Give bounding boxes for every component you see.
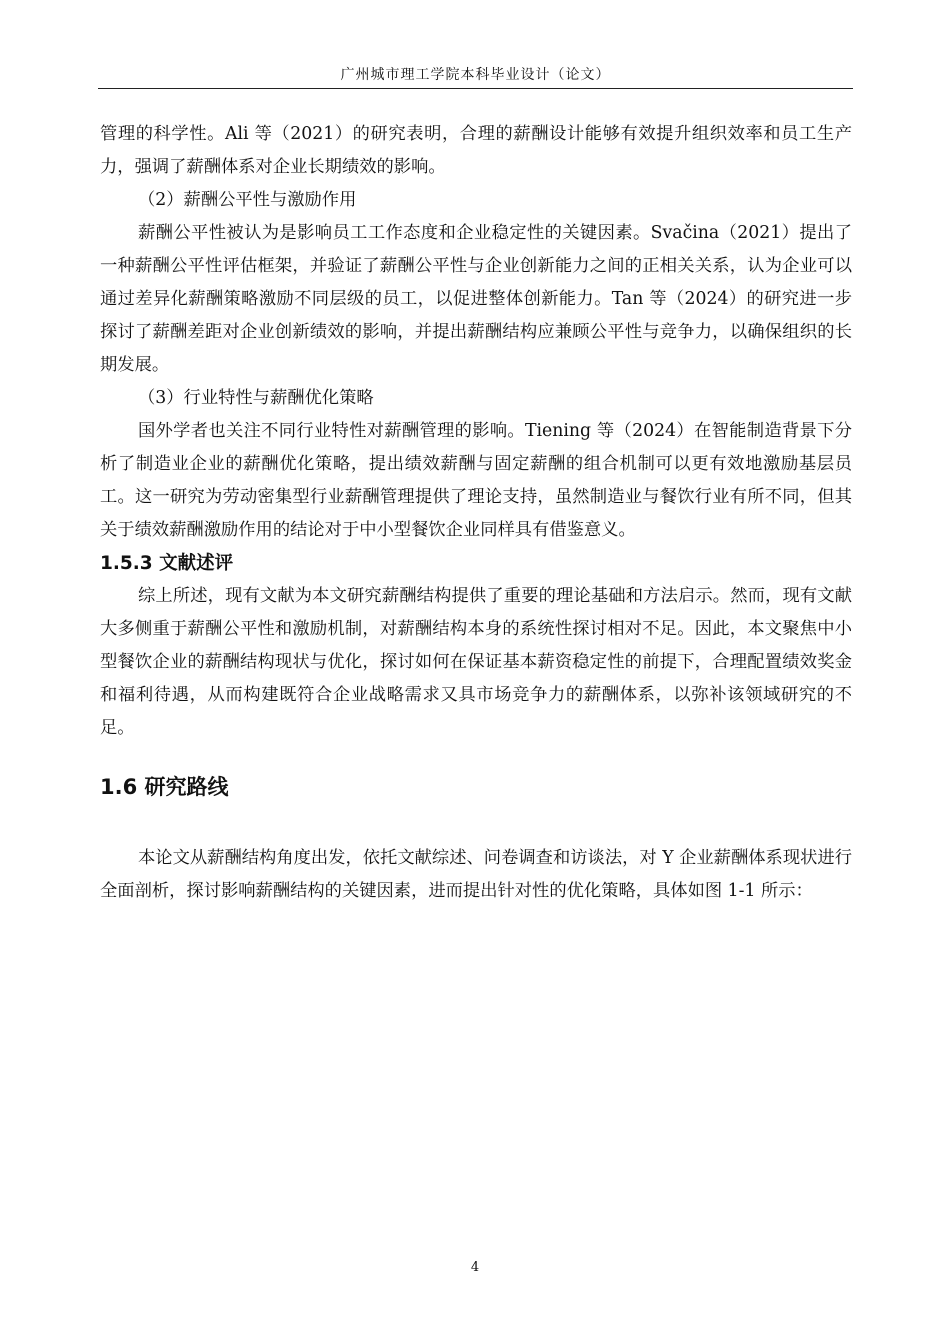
- section-heading-1-5-3: 1.5.3 文献述评: [100, 553, 234, 574]
- page-body: [100, 118, 852, 908]
- paragraph-2: 薪酬公平性被认为是影响员工工作态度和企业稳定性的关键因素。Svačina（2021）提出了一种薪酬公平性评估框架，并验证了薪酬公平性与企业创新能力之间的正相关关系，认为企业可以通过差异化薪酬策略激励不同层级的员工，以促进整体创新能力。Tan 等（2024）的研究进一步探讨了薪酬差距对企业创新绩效的影响，并提出薪酬结构应兼顾公平性与竞争力，以确保组织的长期发展。: [100, 223, 852, 375]
- paragraph-5: 本论文从薪酬结构角度出发，依托文献综述、问卷调查和访谈法，对 Y 企业薪酬体系现状进行全面剖析，探讨影响薪酬结构的关键因素，进而提出针对性的优化策略，具体如图 1-1 所示：: [100, 848, 852, 901]
- header-rule: [98, 88, 853, 89]
- section-heading-1-6: 1.6 研究路线: [100, 775, 229, 799]
- running-header: 广州城市理工学院本科毕业设计（论文）: [340, 67, 611, 83]
- paragraph-4: 综上所述，现有文献为本文研究薪酬结构提供了重要的理论基础和方法启示。然而，现有文献大多侧重于薪酬公平性和激励机制，对薪酬结构本身的系统性探讨相对不足。因此，本文聚焦中小型餐饮企业的薪酬结构现状与优化，探讨如何在保证基本薪资稳定性的前提下，合理配置绩效奖金和福利待遇，从而构建既符合企业战略需求又具市场竞争力的薪酬体系，以弥补该领域研究的不足。: [100, 586, 852, 738]
- subheading-3: （3）行业特性与薪酬优化策略: [138, 388, 374, 408]
- subheading-2: （2）薪酬公平性与激励作用: [138, 190, 357, 210]
- page-number: 4: [470, 1260, 480, 1275]
- paragraph-1: 管理的科学性。Ali 等（2021）的研究表明，合理的薪酬设计能够有效提升组织效率和员工生产力，强调了薪酬体系对企业长期绩效的影响。: [100, 124, 852, 177]
- paragraph-3: 国外学者也关注不同行业特性对薪酬管理的影响。Tiening 等（2024）在智能制造背景下分析了制造业企业的薪酬优化策略，提出绩效薪酬与固定薪酬的组合机制可以更有效地激励基层员工。这一研究为劳动密集型行业薪酬管理提供了理论支持，虽然制造业与餐饮行业有所不同，但其关于绩效薪酬激励作用的结论对于中小型餐饮企业同样具有借鉴意义。: [100, 421, 852, 540]
- spacer: [100, 804, 852, 842]
